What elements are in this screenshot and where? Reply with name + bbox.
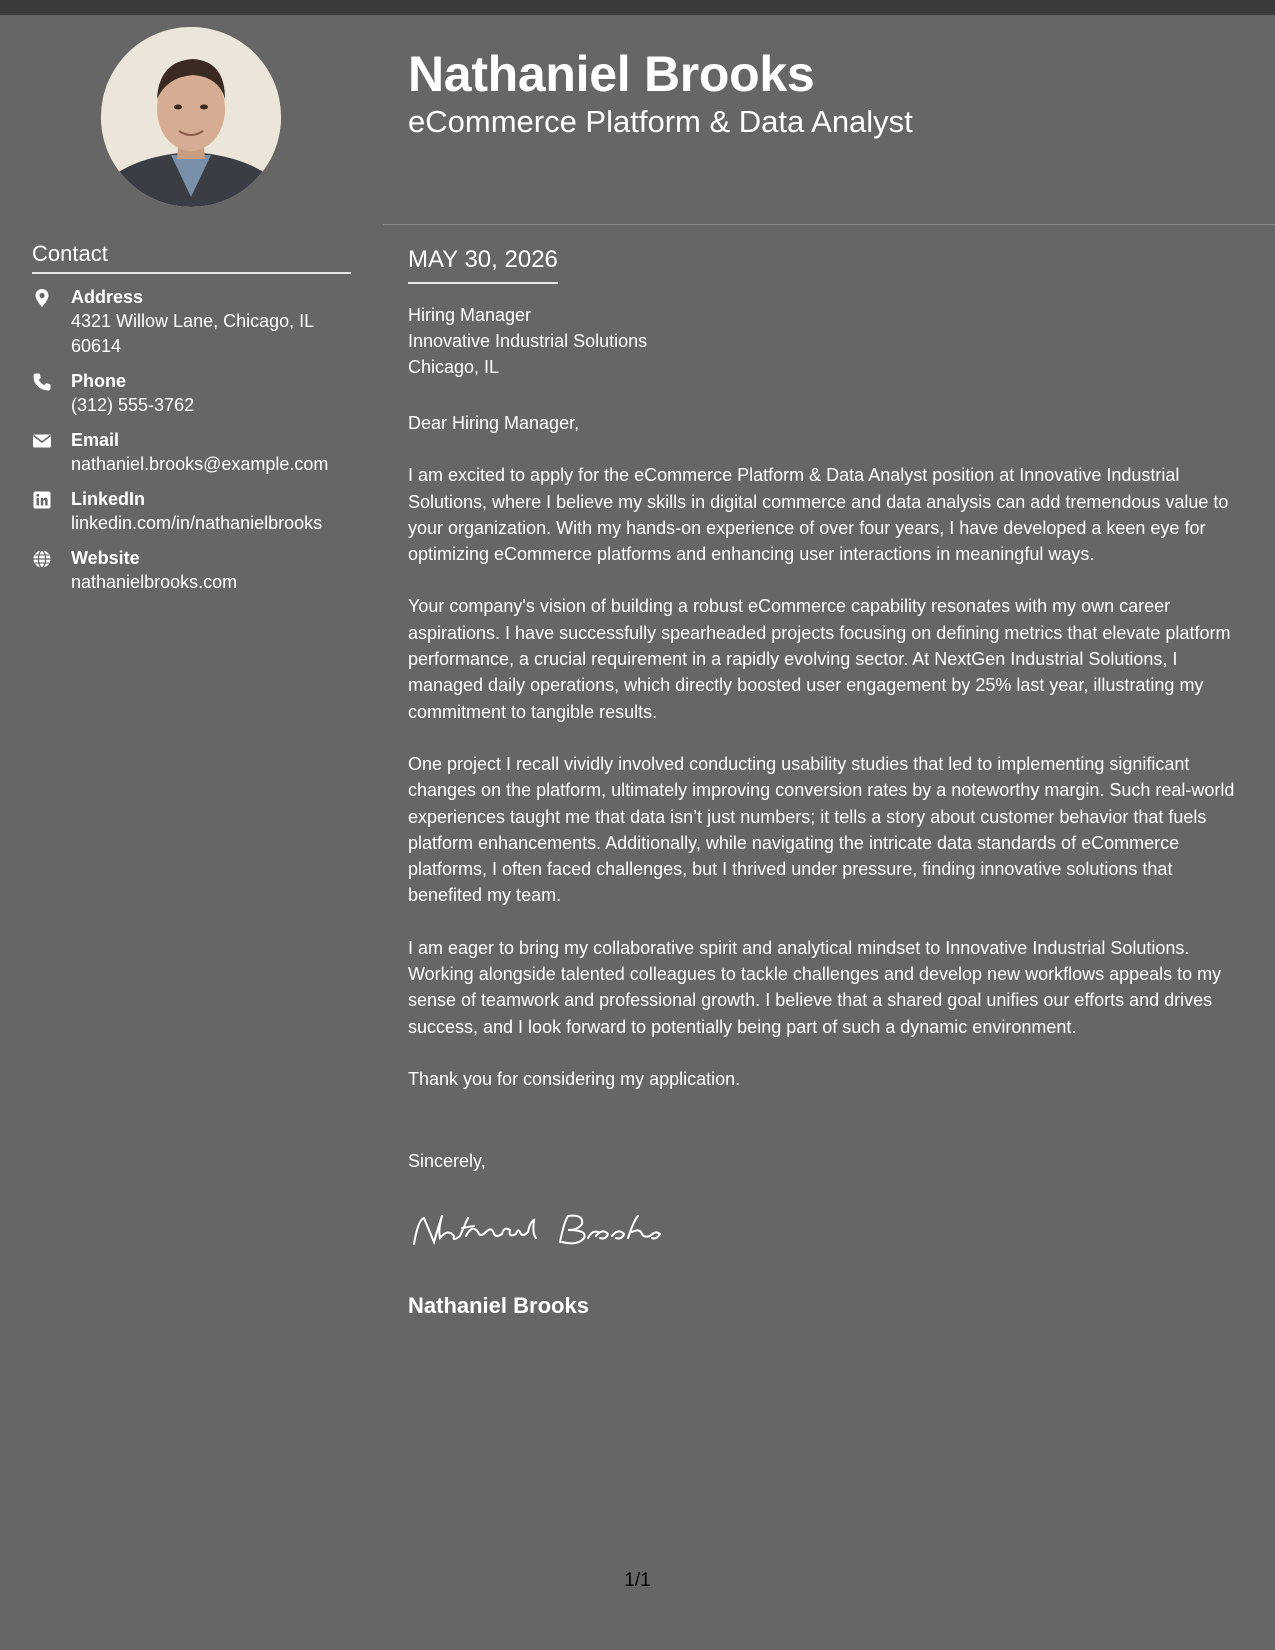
candidate-name: Nathaniel Brooks [408, 46, 815, 102]
letter-date: MAY 30, 2026 [408, 244, 558, 284]
letter-body [408, 410, 1248, 1118]
linkedin-icon [32, 490, 52, 510]
address-label: Address [71, 287, 144, 307]
envelope-icon [32, 431, 52, 451]
letter-paragraph: One project I recall vividly involved conducting usability studies that led to implementing significant changes on the platform, ultimately improving conversion rates by a noteworthy margin. Such real-world experiences taught me that data isn’t just numbers; it tells a story about customer behavior that fuels platform enhancements. Additionally, while navigating the intricate data standards of eCommerce platforms, I often faced challenges, but I thrived under pressure, finding innovative solutions that benefited my team. [408, 753, 1235, 906]
top-bar [0, 0, 1275, 15]
globe-icon [32, 549, 52, 569]
contact-list [32, 285, 362, 605]
handwritten-signature [408, 1208, 678, 1263]
letter-paragraph: I am eager to bring my collaborative spirit and analytical mindset to Innovative Industrial Solutions. Working alongside talented colleagues to tackle challenges and develop new workflows appeals to my sense of teamwork and professional growth. I believe that a shared goal unifies our efforts and drives success, and I look forward to potentially being part of such a dynamic environment. [408, 937, 1222, 1037]
letter-paragraph: Thank you for considering my application. [408, 1068, 741, 1089]
email-label: Email [71, 430, 120, 450]
closing: Sincerely, [408, 1151, 486, 1171]
profile-photo [101, 27, 281, 207]
recipient-line: Hiring Manager [408, 305, 532, 325]
contact-address [32, 285, 362, 359]
location-pin-icon [32, 288, 52, 308]
phone-value: (312) 555-3762 [71, 395, 195, 415]
header-divider [383, 224, 1275, 225]
contact-phone [32, 369, 362, 418]
website-label: Website [71, 548, 140, 568]
letter-paragraph: Your company's vision of building a robust eCommerce capability resonates with my own career aspirations. I have successfully spearheaded projects focusing on defining metrics that elevate platform performance, a crucial requirement in a rapidly evolving sector. At NextGen Industrial Solutions, I managed daily operations, which directly boosted user engagement by 25% last year, illustrating my commitment to tangible results. [408, 596, 1231, 722]
contact-email [32, 428, 362, 477]
address-value: 4321 Willow Lane, Chicago, IL 60614 [71, 311, 314, 356]
signed-name: Nathaniel Brooks [408, 1293, 589, 1318]
email-value: nathaniel.brooks@example.com [71, 454, 329, 474]
contact-heading: Contact [32, 240, 351, 274]
website-value[interactable]: nathanielbrooks.com [71, 572, 238, 592]
phone-label: Phone [71, 371, 127, 391]
linkedin-value[interactable]: linkedin.com/in/nathanielbrooks [71, 513, 323, 533]
contact-linkedin [32, 487, 362, 536]
greeting: Dear Hiring Manager, [408, 413, 580, 433]
recipient-block [408, 302, 647, 380]
recipient-line: Chicago, IL [408, 357, 500, 377]
letter-paragraph: I am excited to apply for the eCommerce Platform & Data Analyst position at Innovative Industrial Solutions, where I believe my skills in digital commerce and data analysis can add tremendous value to your organization. With my hands-on experience of over four years, I have developed a keen eye for optimizing eCommerce platforms and enhancing user interactions in meaningful ways. [408, 465, 1229, 565]
contact-website [32, 546, 362, 595]
linkedin-label: LinkedIn [71, 489, 146, 509]
recipient-line: Innovative Industrial Solutions [408, 331, 648, 351]
page-number: 1/1 [624, 1570, 651, 1591]
candidate-title: eCommerce Platform & Data Analyst [408, 104, 913, 139]
phone-icon [32, 372, 52, 392]
